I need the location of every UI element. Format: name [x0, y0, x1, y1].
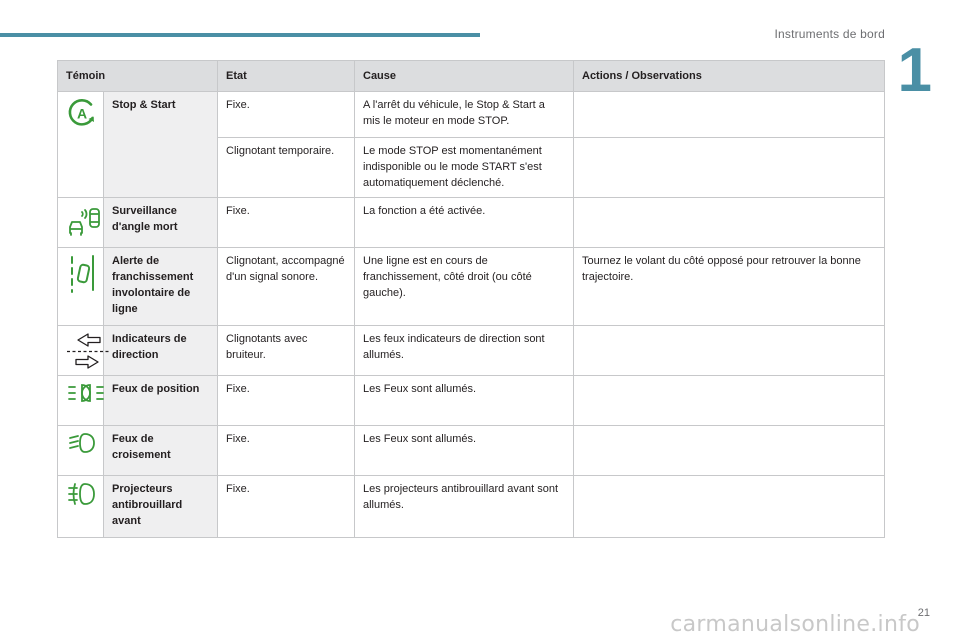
chapter-number: 1	[897, 36, 932, 105]
indicator-name: Indicateurs de direction	[104, 326, 218, 376]
actions-cell	[574, 326, 885, 376]
state-cell: Clignotants avec bruiteur.	[218, 326, 355, 376]
cause-cell: Les Feux sont allumés.	[355, 426, 574, 476]
cause-cell: Les Feux sont allumés.	[355, 376, 574, 426]
indicator-table	[57, 60, 885, 538]
column-header-actions: Actions / Observations	[574, 61, 885, 92]
dipped-beam-icon	[66, 431, 95, 455]
watermark: carmanualsonline.info	[670, 612, 920, 637]
table-row	[58, 326, 885, 376]
cause-cell: La fonction a été activée.	[355, 198, 574, 248]
direction-indicators-icon	[66, 331, 95, 371]
section-title: Instruments de bord	[774, 27, 885, 41]
actions-cell	[574, 138, 885, 198]
icon-cell	[58, 198, 104, 248]
cause-cell: Le mode STOP est momentanément indisponible ou le mode START s'est automatiquement déclenché.	[355, 138, 574, 198]
lane-departure-icon	[66, 253, 95, 293]
icon-cell	[58, 326, 104, 376]
table-row	[58, 248, 885, 326]
indicator-name: Stop & Start	[104, 92, 218, 198]
cause-cell: A l'arrêt du véhicule, le Stop & Start a mis le moteur en mode STOP.	[355, 92, 574, 138]
table-row	[58, 426, 885, 476]
state-cell: Fixe.	[218, 426, 355, 476]
icon-cell	[58, 92, 104, 198]
table-row	[58, 92, 885, 138]
state-cell: Fixe.	[218, 376, 355, 426]
indicator-name: Feux de croisement	[104, 426, 218, 476]
stop-start-icon	[66, 97, 95, 129]
column-header-temoin: Témoin	[58, 61, 218, 92]
blind-spot-icon	[66, 203, 95, 237]
cause-cell: Les feux indicateurs de direction sont allumés.	[355, 326, 574, 376]
actions-cell	[574, 92, 885, 138]
state-cell: Clignotant temporaire.	[218, 138, 355, 198]
indicator-name: Projecteurs antibrouillard avant	[104, 476, 218, 538]
position-lights-icon	[66, 381, 95, 405]
table-row	[58, 198, 885, 248]
page-number: 21	[917, 607, 930, 619]
indicator-name: Alerte de franchissement involontaire de ligne	[104, 248, 218, 326]
state-cell: Fixe.	[218, 476, 355, 538]
actions-cell: Tournez le volant du côté opposé pour retrouver la bonne trajectoire.	[574, 248, 885, 326]
icon-cell	[58, 426, 104, 476]
indicator-name: Surveillance d'angle mort	[104, 198, 218, 248]
icon-cell	[58, 376, 104, 426]
icon-cell	[58, 248, 104, 326]
indicator-name: Feux de position	[104, 376, 218, 426]
table-row	[58, 376, 885, 426]
table-row	[58, 476, 885, 538]
actions-cell	[574, 376, 885, 426]
state-cell: Fixe.	[218, 92, 355, 138]
state-cell: Clignotant, accompagné d'un signal sonore.	[218, 248, 355, 326]
column-header-cause: Cause	[355, 61, 574, 92]
actions-cell	[574, 426, 885, 476]
icon-cell	[58, 476, 104, 538]
cause-cell: Les projecteurs antibrouillard avant sont allumés.	[355, 476, 574, 538]
actions-cell	[574, 198, 885, 248]
header-accent-bar	[0, 33, 480, 37]
front-fog-lights-icon	[66, 481, 95, 507]
svg-text:A: A	[76, 105, 88, 122]
column-header-etat: Etat	[218, 61, 355, 92]
cause-cell: Une ligne est en cours de franchissement, côté droit (ou côté gauche).	[355, 248, 574, 326]
state-cell: Fixe.	[218, 198, 355, 248]
actions-cell	[574, 476, 885, 538]
table-header-row	[58, 61, 885, 92]
